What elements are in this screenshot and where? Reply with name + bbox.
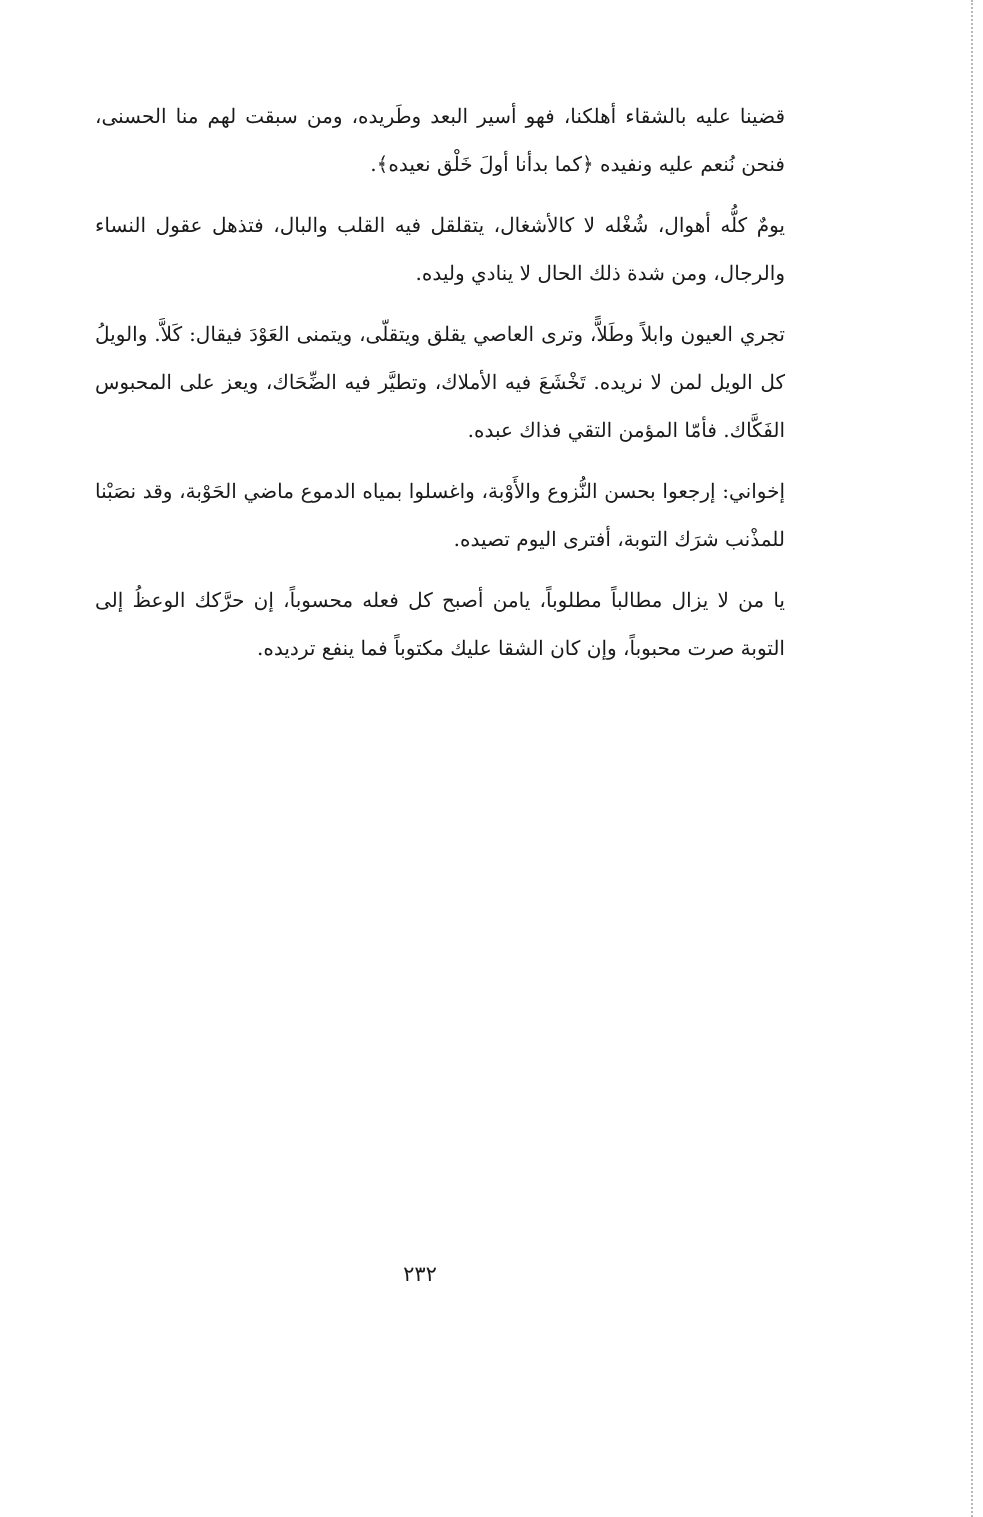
paragraph-4: إخواني: إرجعوا بحسن النُّزوع والأَوْبة، واغسلوا بمياه الدموع ماضي الحَوْبة، وقد نصَبْنا للمذْنب شرَك التوبة، أفترى اليوم تصيده.	[95, 479, 785, 551]
body-text	[95, 92, 785, 685]
paragraph-3: تجري العيون وابلاً وطَلاًّ، وترى العاصي يقلق ويتقلّى، ويتمنى العَوْدَ فيقال: كَلاَّ. والويلُ كل الويل لمن لا نريده. تَخْشَعَ فيه الأملاك، وتطيَّر فيه الضِّحَاك، ويعز على المحبوس الفَكَّاك. فأمّا المؤمن التقي فذاك عبده.	[95, 322, 785, 442]
paragraph-2: يومٌ كلُّه أهوال، شُغْله لا كالأشغال، يتقلقل فيه القلب والبال، فتذهل عقول النساء والرجال، ومن شدة ذلك الحال لا ينادي وليده.	[95, 213, 785, 285]
paragraph-1: قضينا عليه بالشقاء أهلكنا، فهو أسير البعد وطَريده، ومن سبقت لهم منا الحسنى، فنحن نُنعم عليه ونفيده ﴿كما بدأنا أولَ خَلْق نعيده﴾.	[95, 104, 785, 176]
page-number: ٢٣٢	[403, 1262, 437, 1286]
scan-edge-line	[971, 0, 973, 1517]
paragraph-5: يا من لا يزال مطالباً مطلوباً، يامن أصبح كل فعله محسوباً، إن حرَّكك الوعظُ إلى التوبة صرت محبوباً، وإن كان الشقا عليك مكتوباً فما ينفع ترديده.	[95, 588, 785, 660]
